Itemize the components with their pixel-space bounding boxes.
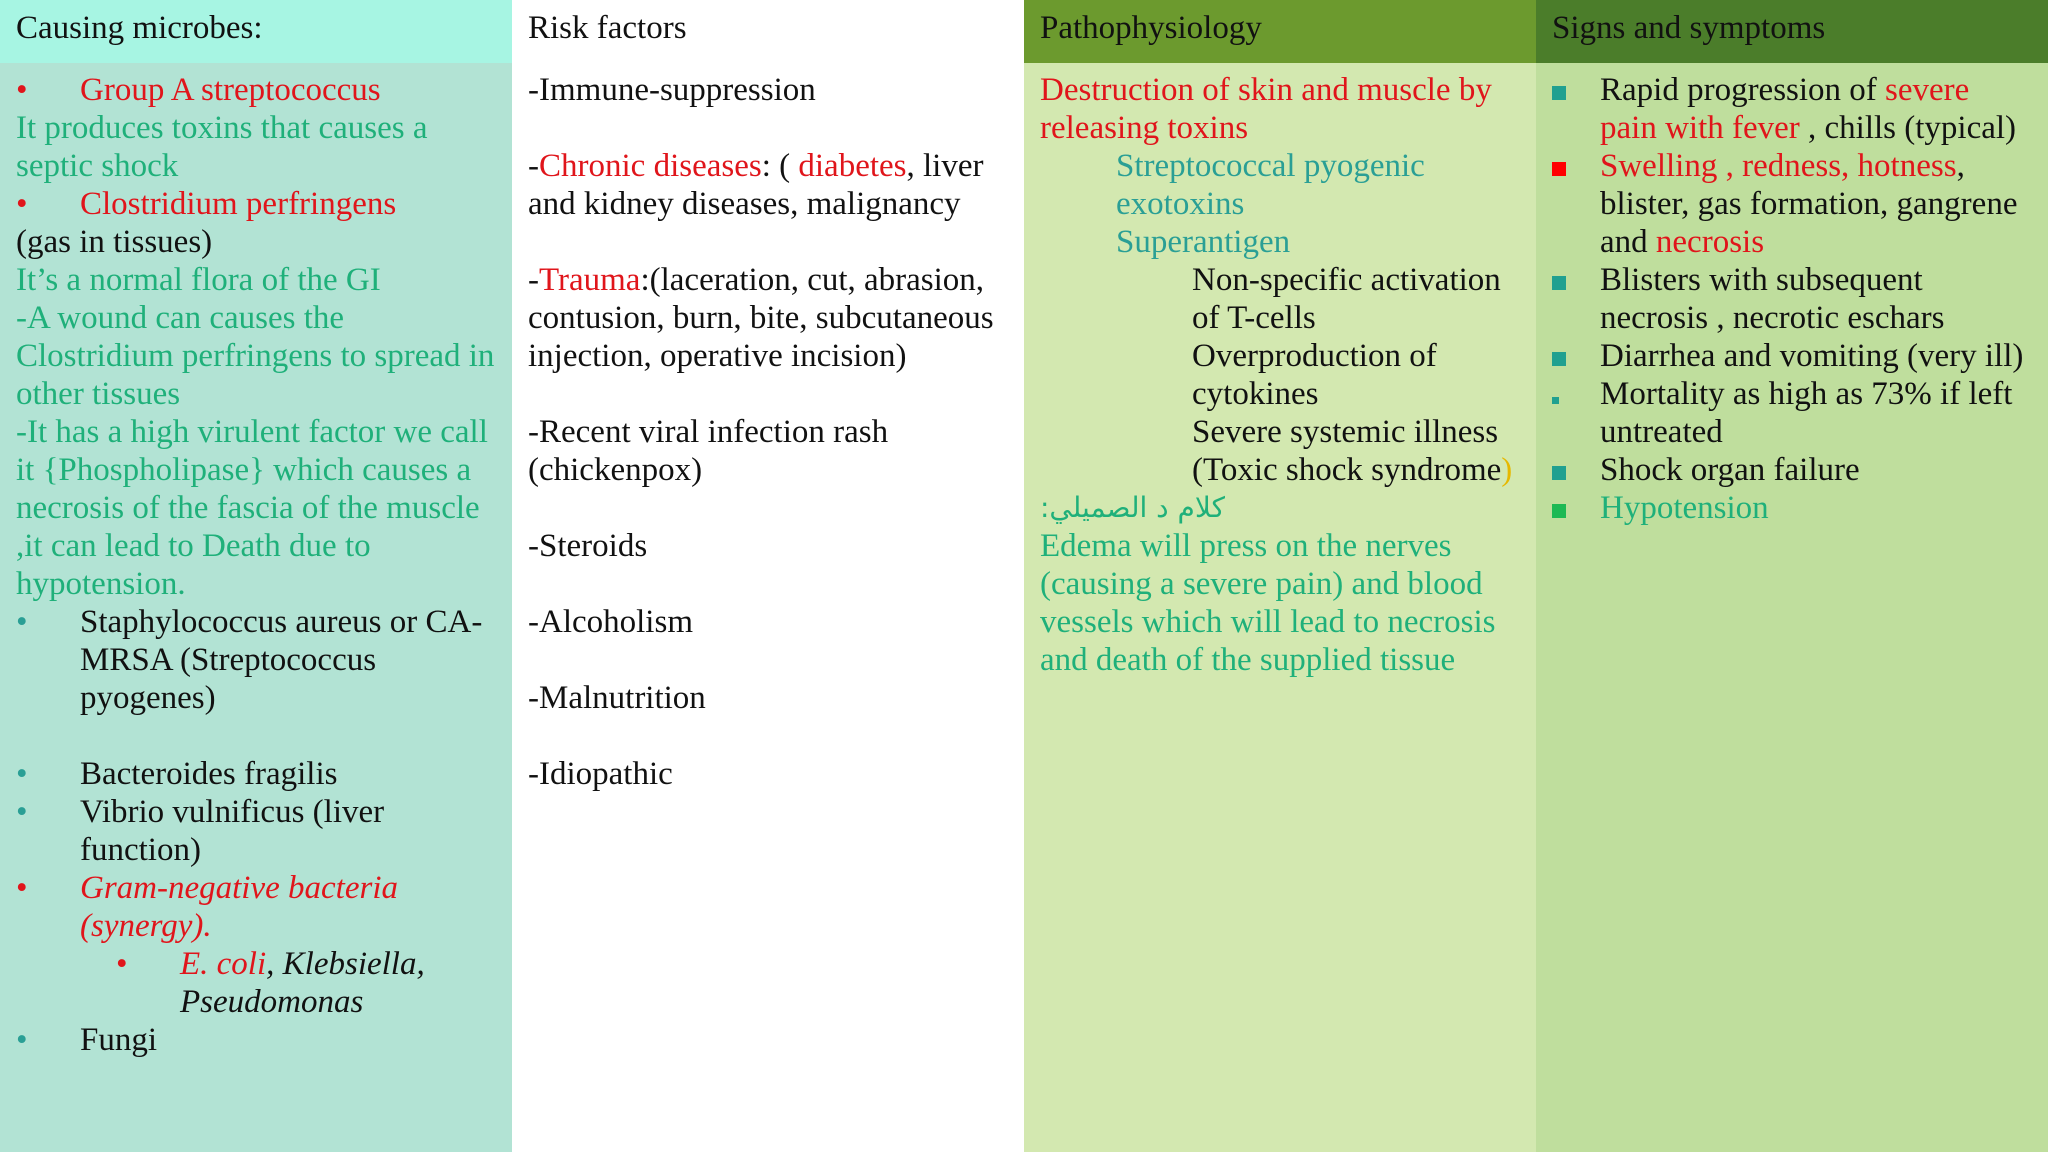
- patho-line: Streptococcal pyogenic exotoxins: [1116, 148, 1425, 222]
- risk-factor: -Steroids: [528, 528, 648, 564]
- symptom: [1600, 71, 2032, 147]
- risk-factor: -Malnutrition: [528, 680, 706, 716]
- risk-factor: [528, 261, 1008, 375]
- microbe-bacteroides: Bacteroides fragilis: [80, 756, 338, 792]
- bullet-icon: •: [16, 1022, 28, 1058]
- list-item: [16, 185, 496, 223]
- list-item: [1536, 337, 2032, 375]
- patho-line: Destruction of skin and muscle by releasing toxins: [1040, 72, 1492, 146]
- list-item: [16, 793, 496, 869]
- risk-factor: -Alcoholism: [528, 604, 693, 640]
- square-bullet-icon: [1536, 451, 1600, 489]
- symptom: Hypotension: [1600, 490, 1769, 526]
- toxic-shock-text: Severe systemic illness (Toxic shock syndrome: [1192, 414, 1502, 488]
- list-item: [16, 869, 496, 945]
- symptom: Diarrhea and vomiting (very ill): [1600, 338, 2024, 374]
- note-text: It’s a normal flora of the GI: [16, 262, 381, 298]
- square-bullet-icon: [1536, 261, 1600, 337]
- list-item: [1536, 147, 2032, 261]
- square-bullet-icon: [1536, 489, 1600, 527]
- bullet-icon: •: [16, 794, 28, 830]
- list-item: [16, 603, 496, 717]
- column-causing-microbes: [0, 0, 512, 1152]
- patho-line: Overproduction of cytokines: [1192, 338, 1437, 412]
- risk-factor: -Recent viral infection rash (chickenpox): [528, 414, 889, 488]
- symptom-text: , chills (typical): [1799, 110, 2017, 146]
- patho-line: [1040, 413, 1520, 489]
- square-bullet-icon: [1536, 375, 1600, 451]
- list-item: [16, 1021, 496, 1059]
- symptom-text-red: Swelling , redness, hotness: [1600, 148, 1957, 184]
- list-item: [1536, 451, 2032, 489]
- risk-factors-body: [512, 63, 1024, 793]
- column-risk-factors: [512, 0, 1024, 1152]
- chronic-diseases-text: Chronic diseases: [539, 148, 762, 184]
- patho-line: Superantigen: [1116, 224, 1291, 260]
- note-text: -A wound can causes the Clostridium perfringens to spread in other tissues: [16, 300, 495, 412]
- risk-factor: [528, 147, 1008, 223]
- list-item: [16, 755, 496, 793]
- risk-factor: -Immune-suppression: [528, 72, 816, 108]
- symptom-text-red: necrosis: [1655, 224, 1765, 260]
- header-risk-factors: Risk factors: [512, 0, 1024, 63]
- dash-text: -: [528, 262, 539, 298]
- list-item: [1536, 71, 2032, 147]
- bullet-icon: •: [16, 756, 28, 792]
- ecoli-text: E. coli: [180, 946, 267, 982]
- patho-line: Edema will press on the nerves (causing a severe pain) and blood vessels which will lead to necrosis and death of the supplied tissue: [1040, 528, 1496, 678]
- paren-text: ): [1501, 452, 1513, 488]
- punct-text: : (: [761, 148, 799, 184]
- risk-factor: -Idiopathic: [528, 756, 673, 792]
- symptom: Blisters with subsequent necrosis , necrotic eschars: [1600, 262, 1945, 336]
- list-item: [1536, 375, 2032, 451]
- bullet-icon: •: [16, 72, 28, 108]
- bullet-icon: •: [116, 946, 128, 982]
- list-item: [1536, 489, 2032, 527]
- microbe-group-a-strep: Group A streptococcus: [80, 72, 381, 108]
- column-pathophysiology: [1024, 0, 1536, 1152]
- square-bullet-icon: [1536, 71, 1600, 147]
- causing-microbes-body: [0, 63, 512, 1059]
- symptom-text-red: severe pain with fever: [1600, 72, 1970, 146]
- header-pathophysiology: Pathophysiology: [1024, 0, 1536, 63]
- symptom-text: Rapid progression of: [1600, 72, 1886, 108]
- bullet-icon: •: [16, 604, 28, 640]
- diseases-text: , liver and kidney diseases, malignancy: [528, 148, 984, 222]
- pathophysiology-body: [1024, 63, 1536, 679]
- note-text: It produces toxins that causes a septic shock: [16, 110, 428, 184]
- header-signs-symptoms: Signs and symptoms: [1536, 0, 2048, 63]
- microbe-staph: Staphylococcus aureus or CA-MRSA (Streptococcus pyogenes): [80, 604, 483, 716]
- symptom: Shock organ failure: [1600, 452, 1860, 488]
- dash-text: -: [528, 148, 539, 184]
- symptom: [1600, 147, 2032, 261]
- diabetes-text: diabetes: [798, 148, 907, 184]
- microbe-fungi: Fungi: [80, 1022, 158, 1058]
- list-item: [1536, 261, 2032, 337]
- symptom-text: , blister, gas formation, gangrene and: [1600, 148, 2018, 260]
- arabic-text: كلام د الصميلي:: [1040, 491, 1225, 524]
- bullet-icon: •: [16, 870, 28, 906]
- list-item: [16, 945, 496, 1021]
- signs-symptoms-body: [1536, 63, 2048, 527]
- header-causing-microbes: Causing microbes:: [0, 0, 512, 63]
- microbe-vibrio: Vibrio vulnificus (liver function): [80, 794, 385, 868]
- square-bullet-icon: [1536, 147, 1600, 261]
- arabic-note: [1040, 489, 1520, 527]
- column-signs-symptoms: [1536, 0, 2048, 1152]
- symptom: Mortality as high as 73% if left untreated: [1600, 376, 2013, 450]
- note-text: -It has a high virulent factor we call it {Phospholipase} which causes a necrosis of the fascia of the muscle ,it can lead to Death due to hypotension.: [16, 414, 488, 602]
- trauma-details-text: :(laceration, cut, abrasion, contusion, burn, bite, subcutaneous injection, operative incision): [528, 262, 994, 374]
- trauma-text: Trauma: [539, 262, 641, 298]
- klebsiella-text: , Klebsiella, Pseudomonas: [180, 946, 425, 1020]
- note-text: (gas in tissues): [16, 224, 213, 260]
- microbe-clostridium: Clostridium perfringens: [80, 186, 397, 222]
- list-item: [16, 71, 496, 109]
- microbe-gram-negative: Gram-negative bacteria (synergy).: [80, 870, 398, 944]
- bullet-icon: •: [16, 186, 28, 222]
- microbe-gram-negative-examples: [180, 945, 496, 1021]
- square-bullet-icon: [1536, 337, 1600, 375]
- patho-line: Non-specific activation of T-cells: [1192, 262, 1501, 336]
